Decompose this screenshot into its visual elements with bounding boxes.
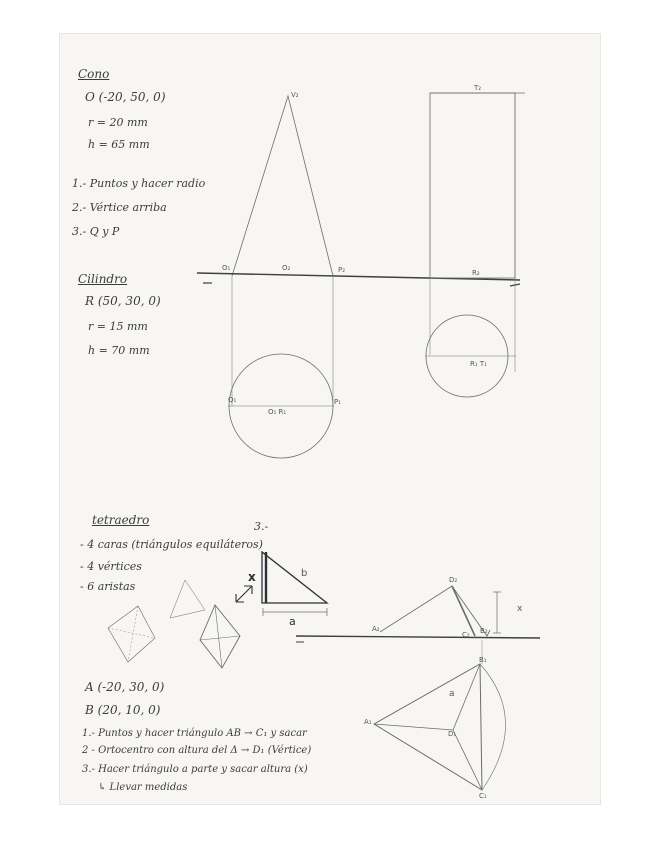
label-b2: B₂ xyxy=(480,627,488,635)
tetraedro-point-a: A (-20, 30, 0) xyxy=(85,680,165,694)
tetraedro-step-4: ↳ Llevar medidas xyxy=(98,782,188,793)
tetraedro-prop-2: - 4 vértices xyxy=(80,560,142,573)
label-o2: O₂ xyxy=(282,264,291,272)
tetraedro-step-2: 2 - Ortocentro con altura del Δ → D₁ (Vértice) xyxy=(82,745,312,756)
cilindro-radius: r = 15 mm xyxy=(88,320,148,333)
tetraedro-title: tetraedro xyxy=(92,513,150,527)
tetraedro-point-b: B (20, 10, 0) xyxy=(85,703,161,717)
label-a-plan: a xyxy=(449,689,455,699)
ground-line-bottom xyxy=(296,636,540,638)
label-t2: T₂ xyxy=(474,84,482,92)
tetraedro-step-3: 3.- Hacer triángulo a parte y sacar altura (x) xyxy=(82,764,308,775)
cono-title: Cono xyxy=(78,67,110,81)
label-a1: A₁ xyxy=(364,718,372,726)
label-x-elevation: x xyxy=(517,604,523,614)
cilindro-height: h = 70 mm xyxy=(88,344,150,357)
cylinder-elevation xyxy=(430,93,515,278)
tetra-sketch-1 xyxy=(108,606,155,662)
label-p2: P₂ xyxy=(338,266,346,274)
label-r2: R₂ xyxy=(472,269,480,277)
cono-radius: r = 20 mm xyxy=(88,116,148,129)
cilindro-point: R (50, 30, 0) xyxy=(85,294,161,308)
label-o1: O₁ xyxy=(222,264,231,272)
label-b1: B₁ xyxy=(479,656,487,664)
label-c1: C₁ xyxy=(479,792,487,800)
label-d2: D₂ xyxy=(449,576,458,584)
label-o1r1: O₁ R₁ xyxy=(268,408,287,416)
cono-step-3: 3.- Q y P xyxy=(72,225,120,238)
label-r1t1: R₁ T₁ xyxy=(470,360,487,368)
label-x-triangle: x xyxy=(248,570,256,584)
tetraedro-prop-3: - 6 aristas xyxy=(80,580,136,593)
label-a2: A₂ xyxy=(372,625,380,633)
label-b-triangle: b xyxy=(301,568,308,579)
tetraedro-step-1: 1.- Puntos y hacer triángulo AB → C₁ y sacar xyxy=(82,728,307,739)
label-c2: C₂ xyxy=(462,631,470,639)
height-triangle xyxy=(262,552,327,603)
cono-height: h = 65 mm xyxy=(88,138,150,151)
tetra-plan xyxy=(374,664,482,790)
cone-elevation xyxy=(232,96,333,276)
label-q1: Q₁ xyxy=(228,396,237,404)
tetra-elevation xyxy=(380,586,490,636)
label-p1: P₁ xyxy=(334,398,342,406)
cono-step-1: 1.- Puntos y hacer radio xyxy=(72,177,206,190)
label-v2: V₂ xyxy=(291,91,299,99)
tetraedro-prop-1: - 4 caras (triángulos equiláteros) xyxy=(80,538,263,551)
label-d1: D₁ xyxy=(448,730,457,738)
cilindro-title: Cilindro xyxy=(78,272,128,286)
cono-point: O (-20, 50, 0) xyxy=(85,90,166,104)
tetraedro-step-label: 3.- xyxy=(254,520,269,533)
label-a-triangle: a xyxy=(289,615,296,628)
cono-step-2: 2.- Vértice arriba xyxy=(72,201,167,214)
